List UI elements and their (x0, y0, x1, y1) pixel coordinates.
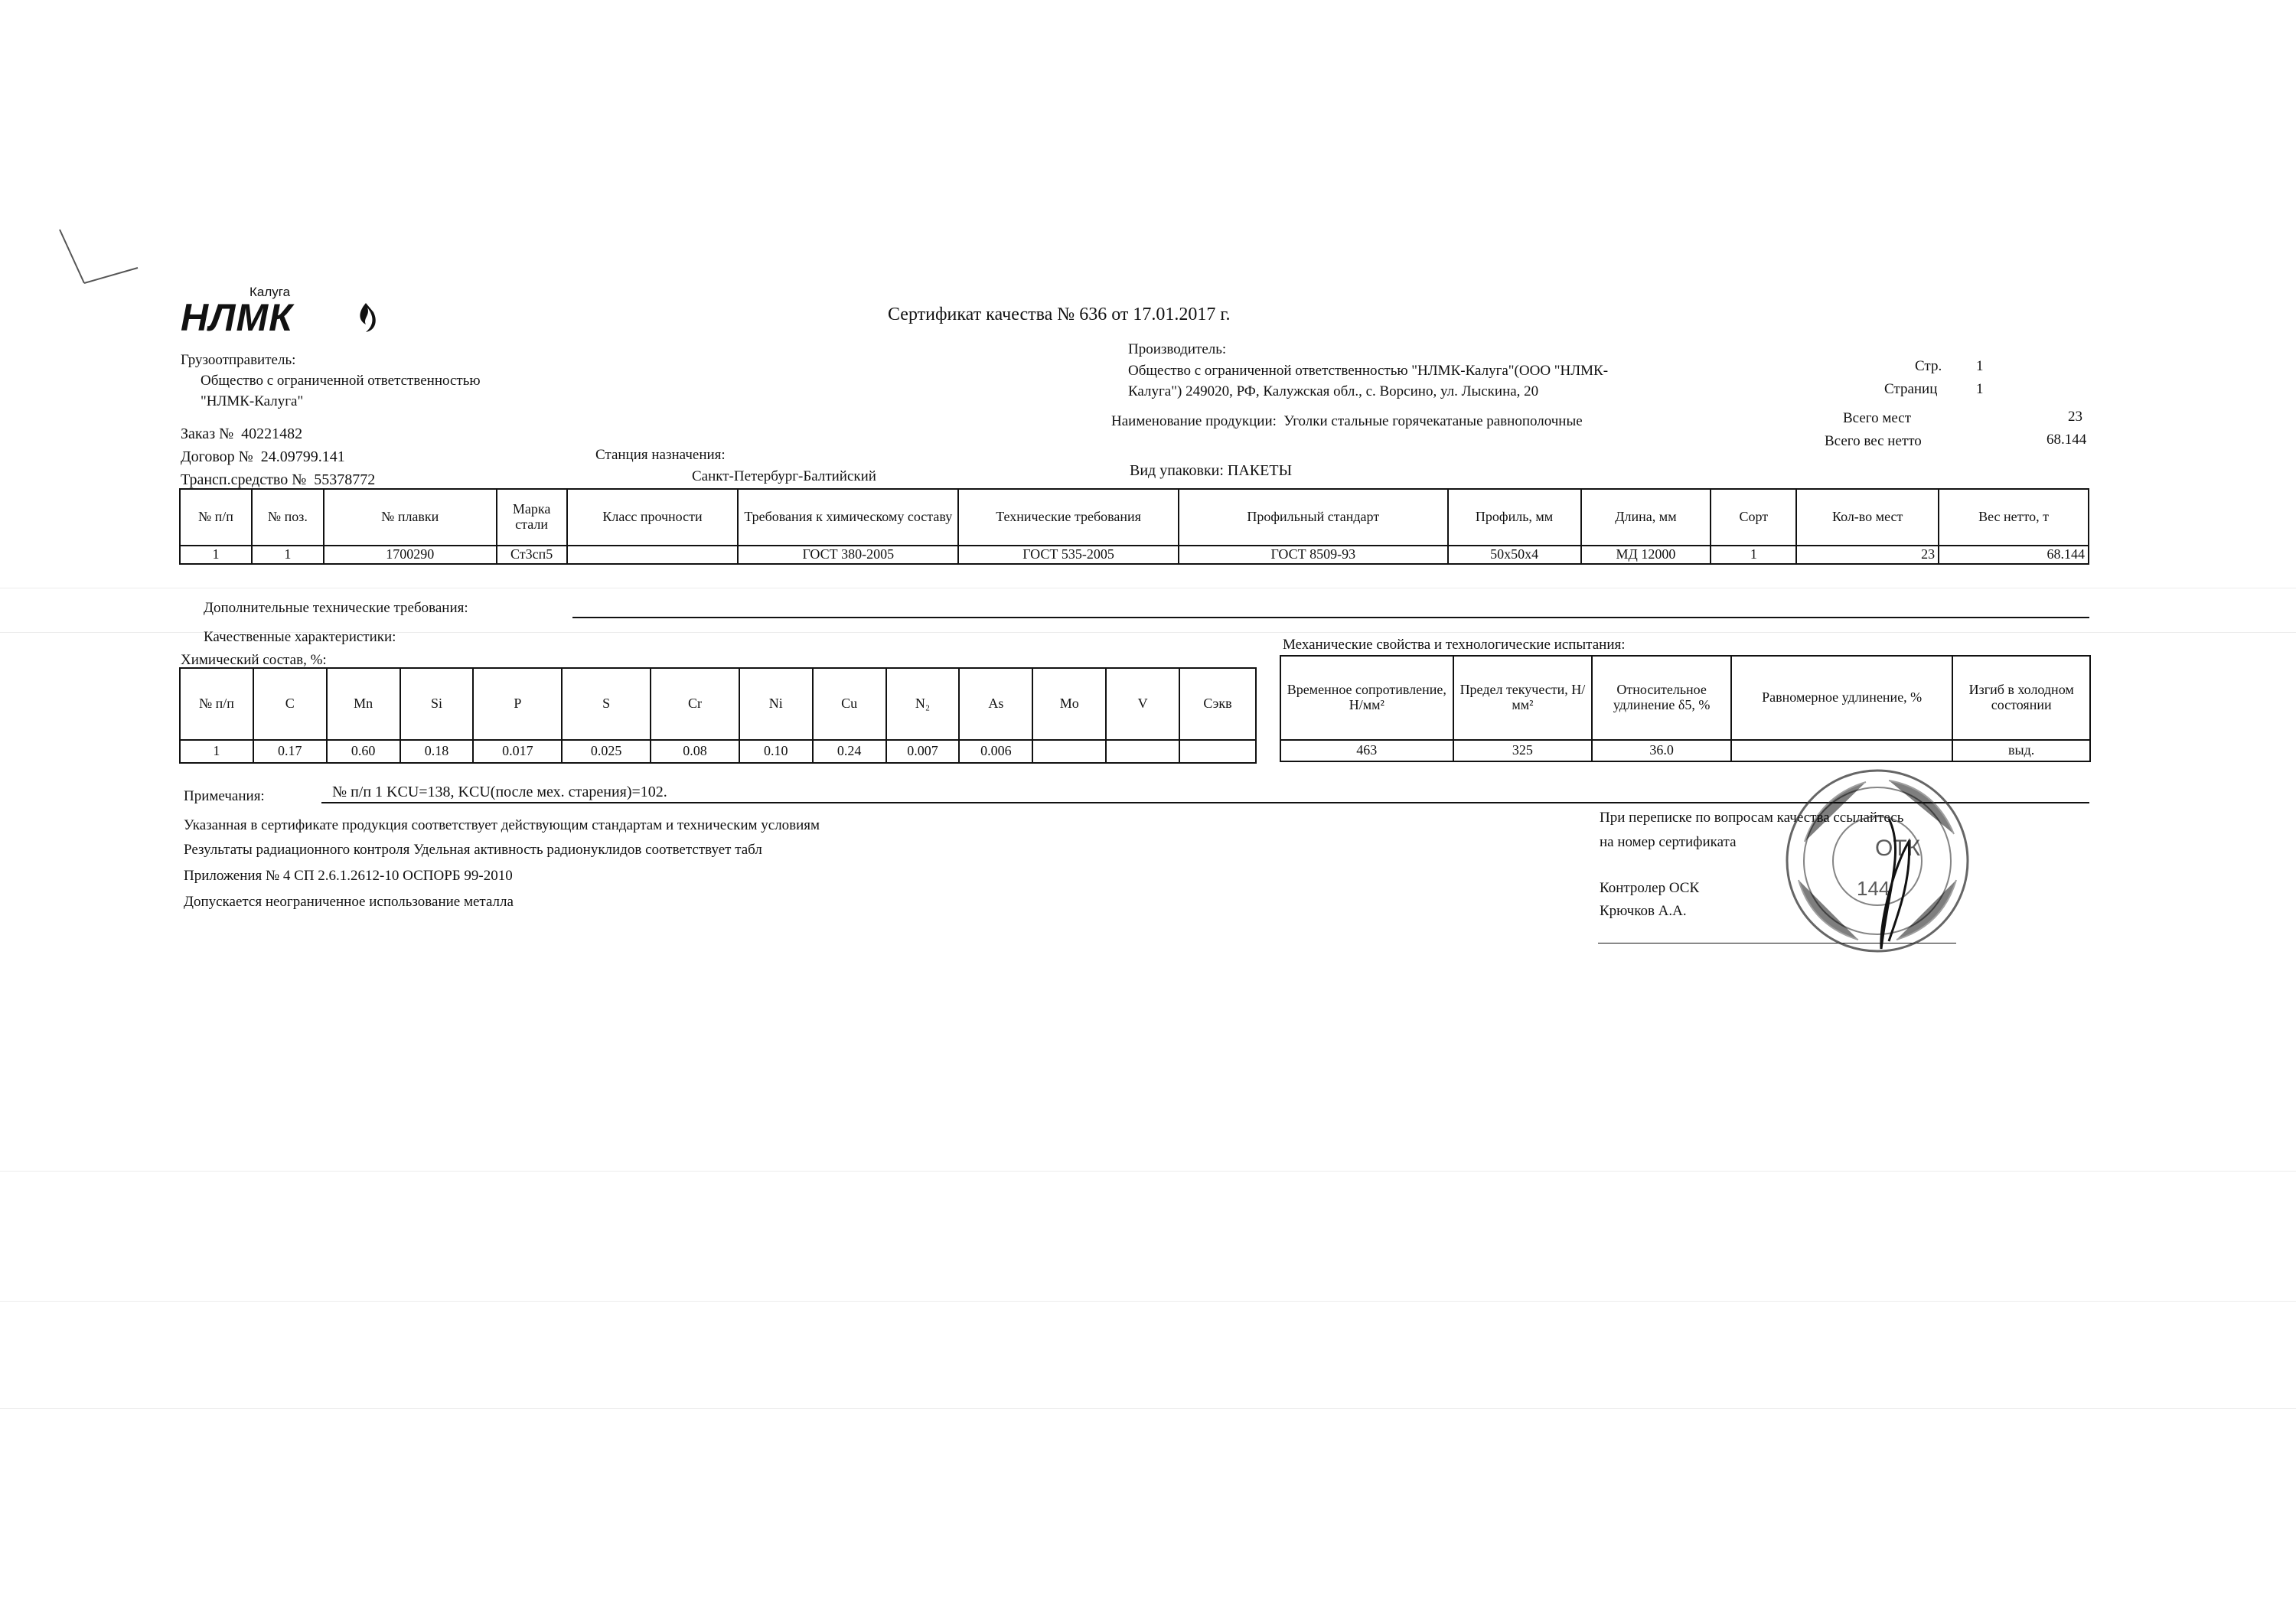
main-table-header: Класс прочности (567, 489, 739, 546)
table-cell: 0.08 (651, 740, 739, 763)
producer-label: Производитель: (1128, 341, 1227, 357)
table-cell: 0.24 (813, 740, 886, 763)
scan-artifact (0, 1171, 2296, 1172)
contract-label: Договор № (181, 448, 253, 465)
chem-table-header: V (1106, 668, 1179, 740)
table-cell: 68.144 (1939, 546, 2089, 564)
footer-line: Результаты радиационного контроля Удельная активность радионуклидов соответствует табл (184, 842, 762, 858)
stamp-text: ОТК (1875, 836, 1921, 861)
chem-label: Химический состав, %: (181, 652, 327, 668)
main-table-header: Профиль, мм (1448, 489, 1581, 546)
chem-table-header: № п/п (180, 668, 253, 740)
table-row (180, 546, 2089, 564)
table-cell: 0.18 (400, 740, 474, 763)
contact-line2: на номер сертификата (1600, 834, 1737, 850)
logo-city: Калуга (249, 285, 291, 299)
table-cell (1731, 740, 1952, 761)
footer-line: Допускается неограниченное использование металла (184, 894, 514, 910)
table-cell (1032, 740, 1106, 763)
notes-value: № п/п 1 KCU=138, KCU(после мех. старения)=102. (332, 784, 667, 800)
page-label: Стр. (1915, 358, 1942, 374)
weight-label: Всего вес нетто (1825, 433, 1922, 449)
main-table-header: № плавки (324, 489, 497, 546)
table-row (1280, 740, 2090, 761)
company-logo (181, 285, 387, 346)
table-cell: 0.025 (562, 740, 651, 763)
table-cell (567, 546, 739, 564)
table-cell: 1 (252, 546, 324, 564)
chem-table (179, 667, 1257, 764)
contract-line (181, 448, 345, 466)
page-value: 1 (1976, 358, 1984, 374)
chem-table-header: Cr (651, 668, 739, 740)
mech-table-header-row (1280, 656, 2090, 740)
shipper-line1: Общество с ограниченной ответственностью (201, 373, 481, 389)
contract-value: 24.09799.141 (260, 448, 345, 465)
table-cell: 325 (1453, 740, 1593, 761)
table-row (180, 740, 1256, 763)
chem-table-header: Si (400, 668, 474, 740)
product-line (1111, 413, 1583, 430)
mech-table-header: Предел текучести, Н/мм² (1453, 656, 1593, 740)
quality-label: Качественные характеристики: (204, 629, 396, 645)
table-cell: ГОСТ 535-2005 (958, 546, 1179, 564)
main-table-header: Вес нетто, т (1939, 489, 2089, 546)
table-cell: 1 (180, 740, 253, 763)
table-cell: выд. (1952, 740, 2090, 761)
producer-line2: Калуга") 249020, РФ, Калужская обл., с. Ворсино, ул. Лыскина, 20 (1128, 383, 1539, 399)
packaging-line (1130, 462, 1292, 480)
table-cell: Ст3сп5 (497, 546, 567, 564)
mech-label: Механические свойства и технологические испытания: (1283, 637, 1626, 653)
mech-table (1280, 655, 2091, 762)
table-cell: 0.006 (959, 740, 1032, 763)
main-table-header: Марка стали (497, 489, 567, 546)
scan-artifact (0, 1301, 2296, 1302)
table-cell: 1 (180, 546, 252, 564)
table-cell: 23 (1796, 546, 1939, 564)
scan-artifact (0, 1408, 2296, 1409)
chem-table-header: S (562, 668, 651, 740)
chem-table-header: Ni (739, 668, 813, 740)
table-cell: 0.60 (327, 740, 400, 763)
shipper-line2: "НЛМК-Калуга" (201, 393, 304, 409)
logo-brand: НЛМК (181, 296, 293, 339)
mech-table-header: Изгиб в холодном состоянии (1952, 656, 2090, 740)
footer-line: Приложения № 4 СП 2.6.1.2612-10 ОСПОРБ 99-2010 (184, 868, 513, 884)
footer-line: Указанная в сертификате продукция соответствует действующим стандартам и техническим условиям (184, 817, 820, 833)
chem-table-header: Mo (1032, 668, 1106, 740)
places-value: 23 (2068, 409, 2082, 425)
chem-table-header: P (473, 668, 562, 740)
order-value: 40221482 (241, 425, 303, 442)
pages-label: Страниц (1884, 381, 1938, 397)
packaging-value: ПАКЕТЫ (1227, 462, 1293, 479)
table-cell: 463 (1280, 740, 1453, 761)
additional-requirements-label: Дополнительные технические требования: (204, 600, 468, 616)
table-cell: 36.0 (1592, 740, 1731, 761)
table-cell: 0.10 (739, 740, 813, 763)
main-table-header: Профильный стандарт (1179, 489, 1448, 546)
chem-table-header: As (959, 668, 1032, 740)
notes-label: Примечания: (184, 788, 265, 804)
table-cell (1179, 740, 1256, 763)
packaging-label: Вид упаковки: (1130, 462, 1224, 479)
producer-line1: Общество с ограниченной ответственностью "НЛМК-Калуга"(ООО "НЛМК- (1128, 363, 1609, 379)
chem-table-header: Cu (813, 668, 886, 740)
certificate-title: Сертификат качества № 636 от 17.01.2017 г. (888, 305, 1231, 324)
table-cell (1106, 740, 1179, 763)
main-table-header: Требования к химическому составу (738, 489, 958, 546)
main-table-header: № поз. (252, 489, 324, 546)
main-table-header: Технические требования (958, 489, 1179, 546)
weight-value: 68.144 (2047, 432, 2087, 448)
additional-requirements-line (572, 617, 2089, 618)
otk-stamp-icon (1774, 765, 1981, 957)
table-cell: 1700290 (324, 546, 497, 564)
controller-name: Крючков А.А. (1600, 903, 1687, 919)
table-cell: 50х50х4 (1448, 546, 1581, 564)
mech-table-header: Временное сопротивление, Н/мм² (1280, 656, 1453, 740)
table-cell: 0.17 (253, 740, 327, 763)
mech-table-header: Равномерное удлинение, % (1731, 656, 1952, 740)
controller-title: Контролер ОСК (1600, 880, 1700, 896)
chem-table-header: C (253, 668, 327, 740)
table-cell: 0.007 (886, 740, 960, 763)
order-line (181, 425, 302, 443)
main-table-header-row (180, 489, 2089, 546)
chem-table-header-row (180, 668, 1256, 740)
transport-label: Трансп.средство № (181, 471, 307, 488)
main-table (179, 488, 2089, 565)
main-table-header: Длина, мм (1581, 489, 1711, 546)
order-label: Заказ № (181, 425, 234, 442)
chem-table-header: Сэкв (1179, 668, 1256, 740)
chem-table-header: N₂ (886, 668, 960, 740)
station-label: Станция назначения: (595, 447, 726, 463)
places-label: Всего мест (1843, 410, 1912, 426)
shipper-label: Грузоотправитель: (181, 352, 296, 368)
station-value: Санкт-Петербург-Балтийский (692, 468, 876, 484)
main-table-header: Кол-во мест (1796, 489, 1939, 546)
table-cell: 1 (1711, 546, 1796, 564)
mech-table-header: Относительное удлинение δ5, % (1592, 656, 1731, 740)
stamp-number: 144 (1857, 877, 1890, 900)
contact-line1: При переписке по вопросам качества ссылайтесь (1600, 810, 1904, 826)
scan-mark-icon (54, 222, 184, 314)
logo-flame-icon (351, 301, 381, 340)
pages-value: 1 (1976, 381, 1984, 397)
transport-line (181, 471, 375, 489)
table-cell: МД 12000 (1581, 546, 1711, 564)
table-cell: ГОСТ 380-2005 (738, 546, 958, 564)
product-label: Наименование продукции: (1111, 413, 1277, 429)
chem-table-header: Mn (327, 668, 400, 740)
main-table-header: № п/п (180, 489, 252, 546)
transport-value: 55378772 (314, 471, 376, 488)
table-cell: ГОСТ 8509-93 (1179, 546, 1448, 564)
table-cell: 0.017 (473, 740, 562, 763)
main-table-header: Сорт (1711, 489, 1796, 546)
product-value: Уголки стальные горячекатаные равнополочные (1283, 413, 1583, 429)
